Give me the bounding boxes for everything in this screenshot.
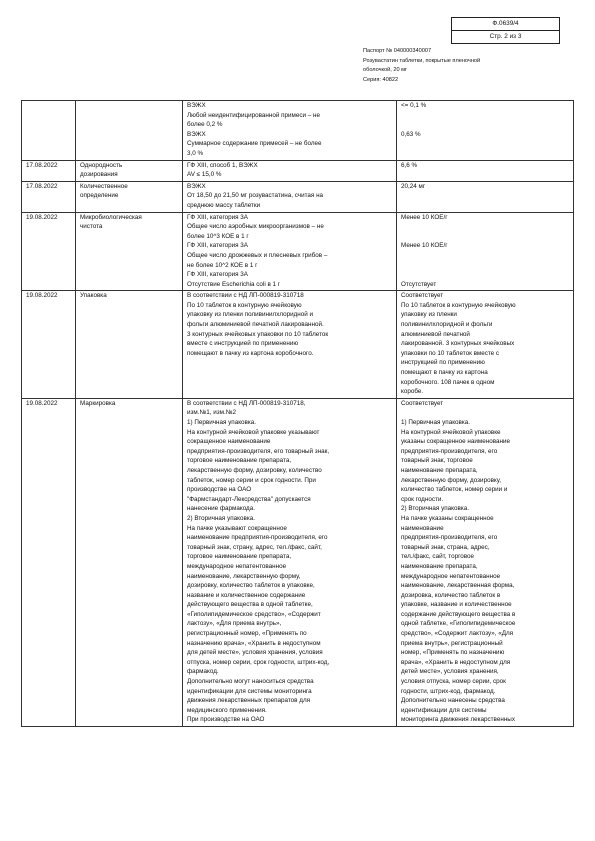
result-line: лекарственную форму, дозировку,	[401, 476, 502, 484]
form-code: Ф.0639/4	[492, 20, 519, 27]
test-results-table	[21, 100, 574, 727]
requirement-line: Дополнительно могут наноситься средства	[187, 678, 314, 686]
result-line: мониторинга движения лекарственных	[401, 716, 515, 724]
result-line: тел./факс, сайт, торговое	[401, 553, 475, 561]
result-line: По 10 таблеток в контурную ячейковую	[401, 301, 516, 309]
requirement-line: движения лекарственных препаратов для	[187, 697, 311, 705]
test-date-cell	[22, 101, 76, 161]
result-cell	[397, 181, 574, 212]
test-name-line: чистота	[80, 223, 103, 231]
requirement-line: Отсутствие Escherichia coli в 1 г	[187, 280, 281, 288]
requirement-cell	[183, 291, 397, 399]
requirement-line: сокращенное наименование	[187, 438, 271, 446]
requirement-cell	[183, 181, 397, 212]
page-counter: Стр. 2 из 3	[452, 30, 559, 43]
result-line: врача», «Хранить в недоступном для	[401, 658, 511, 666]
passport-number: Паспорт № 040000340007	[363, 48, 432, 54]
requirement-line: ВЭЖХ	[187, 102, 206, 109]
requirement-line: упаковку из пленки поливинилхлоридной и	[187, 311, 314, 319]
table-row	[22, 398, 574, 726]
requirement-line: дозировку, количество таблеток в упаковке,	[187, 582, 315, 590]
test-date: 17.08.2022	[26, 182, 58, 190]
requirement-line: «Гиполипидемическое средство», «Содержит	[187, 610, 321, 618]
requirement-line: медицинского применения.	[187, 706, 267, 714]
result-line: упаковке, название и количественное	[401, 601, 512, 609]
requirement-line: 3 контурных ячейковых упаковки по 10 таблеток	[187, 330, 329, 338]
result-line: упаковку из пленки	[401, 311, 457, 319]
requirement-line: ГФ XIII, категория 3А	[187, 213, 249, 221]
result-line: 6,6 %	[401, 161, 418, 169]
requirement-line: ГФ XIII, категория 3А	[187, 271, 249, 279]
requirement-line: Суммарное содержание примесей – не более	[187, 140, 322, 148]
result-line: предприятия-производителя, его	[401, 534, 498, 542]
result-line	[401, 120, 569, 130]
test-name-line: Микробиологическая	[80, 213, 142, 221]
requirement-line: наименование, лекарственную форму,	[187, 572, 301, 580]
result-line: <= 0,1 %	[401, 102, 427, 109]
product-name-line-1: Розувастатин таблетки, покрытые пленочной	[363, 57, 481, 64]
requirement-line: лекарственную форму, дозировку, количество	[187, 466, 322, 474]
test-name-line: Количественное	[80, 182, 128, 190]
result-cell	[397, 291, 574, 399]
requirement-cell	[183, 160, 397, 181]
result-line: одной таблетке, «Гиполипидемическое	[401, 620, 516, 628]
requirement-line: ГФ XIII, способ 1, ВЭЖХ	[187, 161, 258, 169]
result-line: наименование препарата,	[401, 466, 478, 474]
table-row	[22, 181, 574, 212]
test-name-cell	[76, 291, 183, 399]
test-date: 19.08.2022	[26, 213, 58, 221]
result-line: товарный знак, страна, адрес,	[401, 543, 490, 551]
requirement-line: фольги алюминиевой печатной лакированной.	[187, 321, 324, 329]
result-line: 0,63 %	[401, 130, 421, 138]
test-date: 19.08.2022	[26, 399, 58, 407]
test-name-cell	[76, 181, 183, 212]
test-date: 17.08.2022	[26, 161, 58, 169]
requirement-line: 2) Вторичная упаковка.	[187, 514, 255, 522]
test-date	[26, 101, 71, 111]
requirement-line: ГФ XIII, категория 3А	[187, 242, 249, 250]
requirement-line: более 0,2 %	[187, 121, 223, 129]
test-name-cell	[76, 212, 183, 291]
result-cell	[397, 398, 574, 726]
test-name-line: Упаковка	[80, 292, 107, 300]
result-line: Отсутствует	[401, 280, 437, 288]
test-date-cell	[22, 212, 76, 291]
test-date-cell	[22, 181, 76, 212]
test-name-line: Однородность	[80, 161, 123, 169]
requirement-line: предприятия-производителя, его товарный знак,	[187, 447, 330, 455]
requirement-line: "Фармстандарт-Лексредства" допускается	[187, 495, 311, 503]
result-cell	[397, 101, 574, 161]
requirement-line: По 10 таблеток в контурную ячейковую	[187, 301, 302, 309]
result-line	[401, 232, 569, 242]
result-line: наименование препарата,	[401, 562, 478, 570]
result-line: инструкцией по применению	[401, 359, 485, 367]
test-date-cell	[22, 291, 76, 399]
test-date: 19.08.2022	[26, 292, 58, 300]
result-line	[401, 149, 569, 159]
result-line: 20,24 мг	[401, 182, 426, 190]
requirement-line: товарный знак, страну, адрес, тел./факс, сайт,	[187, 543, 322, 551]
result-line: наименование	[401, 524, 444, 532]
table-row	[22, 160, 574, 181]
requirement-line: AV ≤ 15,0 %	[187, 171, 222, 179]
requirement-line: действующего вещества в одной таблетке,	[187, 601, 313, 609]
test-name-cell	[76, 160, 183, 181]
requirement-line: На пачке указывают сокращенное	[187, 524, 287, 532]
result-line: поливинилхлоридной и фольги	[401, 321, 493, 329]
requirement-line: нанесение фармакода.	[187, 505, 255, 513]
requirement-line: При производстве на ОАО	[187, 716, 265, 724]
test-date-cell	[22, 398, 76, 726]
requirement-line: таблеток, номер серии и срок годности. При	[187, 476, 316, 484]
result-line: товарный знак, торговое	[401, 457, 473, 465]
requirement-line: регистрационный номер, «Применять по	[187, 630, 307, 638]
requirement-line: Любой неидентифицированной примеси – не	[187, 111, 321, 119]
result-line: упаковки по 10 таблеток вместе с	[401, 349, 500, 357]
requirement-line: Общее число аэробных микроорганизмов – не	[187, 223, 324, 231]
requirement-line: ВЭЖХ	[187, 182, 206, 190]
result-line: Соответствует	[401, 292, 444, 300]
table-row	[22, 101, 574, 161]
requirement-line: В соответствии с НД ЛП-000819-310718,	[187, 399, 306, 407]
requirement-cell	[183, 212, 397, 291]
result-cell	[397, 160, 574, 181]
requirement-line: помещают в пачку из картона коробочного.	[187, 349, 314, 357]
requirement-line: не более 10^2 КОЕ в 1 г	[187, 261, 258, 269]
test-name-line: дозирования	[80, 171, 118, 179]
result-line: Менее 10 КОЕ/г	[401, 242, 448, 250]
table-row	[22, 212, 574, 291]
result-line	[401, 139, 569, 149]
result-line: годности, штрих-код, фармакод.	[401, 687, 496, 695]
requirement-line: Общее число дрожжевых и плесневых грибов –	[187, 251, 328, 259]
requirement-line: В соответствии с НД ЛП-000819-310718	[187, 292, 304, 300]
form-number-box	[451, 17, 560, 44]
result-line	[401, 270, 569, 280]
result-line: Менее 10 КОЕ/г	[401, 213, 448, 221]
requirement-line: лактозу», «Для приема внутрь»,	[187, 620, 282, 628]
requirement-line: торговое наименование препарата,	[187, 553, 292, 561]
result-line: детей месте», условия хранения,	[401, 668, 499, 676]
result-line	[401, 251, 569, 261]
result-line: 2) Вторичная упаковка.	[401, 505, 469, 513]
requirement-line: 1) Первичная упаковка.	[187, 419, 257, 426]
requirement-line: 3,0 %	[187, 149, 204, 157]
requirement-line: среднюю массу таблетки	[187, 201, 261, 209]
test-name-line: определение	[80, 192, 119, 200]
result-line: количество таблеток, номер серии и	[401, 486, 508, 494]
result-line	[401, 111, 569, 121]
series-number: Серия: 40822	[363, 76, 399, 83]
requirement-line: отпуска, номер серии, срок годности, штрих-код,	[187, 658, 330, 666]
result-line	[401, 222, 569, 232]
result-line: 1) Первичная упаковка.	[401, 419, 471, 426]
result-line: наименование, лекарственная форма,	[401, 582, 515, 590]
requirement-line: вместе с инструкцией по применению	[187, 340, 299, 348]
result-line: Соответствует	[401, 399, 444, 407]
result-line: На контурной ячейковой упаковке	[401, 428, 501, 436]
requirement-line: международное непатентованное	[187, 562, 287, 570]
result-line: указаны сокращенное наименование	[401, 438, 510, 446]
result-line: коробочного. 108 пачек в одном	[401, 378, 495, 386]
test-results-body	[22, 101, 574, 727]
result-line: Дополнительно нанесены средства	[401, 697, 505, 705]
requirement-line: изм.№1, изм.№2	[187, 409, 236, 417]
result-line: содержание действующего вещества в	[401, 610, 516, 618]
document-header	[363, 47, 553, 85]
result-line: алюминиевой печатной	[401, 330, 470, 338]
product-name-line-2: оболочкой, 20 мг	[363, 67, 408, 74]
result-line: лакированной. 3 контурных ячейковых	[401, 340, 515, 348]
result-line: номер, «Применять по назначению	[401, 649, 505, 657]
result-line: срок годности.	[401, 495, 444, 503]
requirement-line: для детей месте», условия хранения, условия	[187, 649, 323, 657]
result-line: идентификации для системы	[401, 706, 487, 714]
requirement-line: наименование предприятия-производителя, его	[187, 534, 328, 542]
result-line: международное непатентованное	[401, 572, 501, 580]
requirement-line: назначению врача», «Хранить в недоступном	[187, 639, 321, 647]
requirement-line: производстве на ОАО	[187, 486, 252, 494]
requirement-line: ВЭЖХ	[187, 130, 206, 138]
result-line: условия отпуска, номер серии, срок	[401, 678, 506, 686]
requirement-line: идентификации для системы мониторинга	[187, 687, 312, 695]
requirement-cell	[183, 101, 397, 161]
result-line: На пачке указаны сокращенное	[401, 514, 494, 522]
test-date-cell	[22, 160, 76, 181]
result-line: дозировка, количество таблеток в	[401, 591, 501, 599]
requirement-line: От 18,50 до 21,50 мг розувастатина, считая на	[187, 192, 324, 200]
requirement-line: торговое наименование препарата,	[187, 457, 292, 465]
result-line: средство», «Содержит лактозу», «Для	[401, 630, 514, 638]
requirement-line: фармакод.	[187, 668, 219, 676]
test-name-cell	[76, 398, 183, 726]
requirement-line: более 10^3 КОЕ в 1 г	[187, 232, 249, 240]
result-line: предприятия-производителя, его	[401, 447, 498, 455]
table-row	[22, 291, 574, 399]
requirement-line: На контурной ячейковой упаковке указывают	[187, 428, 320, 436]
requirement-cell	[183, 398, 397, 726]
test-name-cell	[76, 101, 183, 161]
test-name-line: Маркировка	[80, 399, 116, 407]
result-cell	[397, 212, 574, 291]
result-line	[401, 408, 569, 418]
result-line: приема внутрь», регистрационный	[401, 639, 503, 647]
result-line: помещают в пачку из картона	[401, 369, 488, 377]
result-line: коробе.	[401, 388, 424, 396]
result-line	[401, 261, 569, 271]
requirement-line: название и количественное содержание	[187, 591, 306, 599]
